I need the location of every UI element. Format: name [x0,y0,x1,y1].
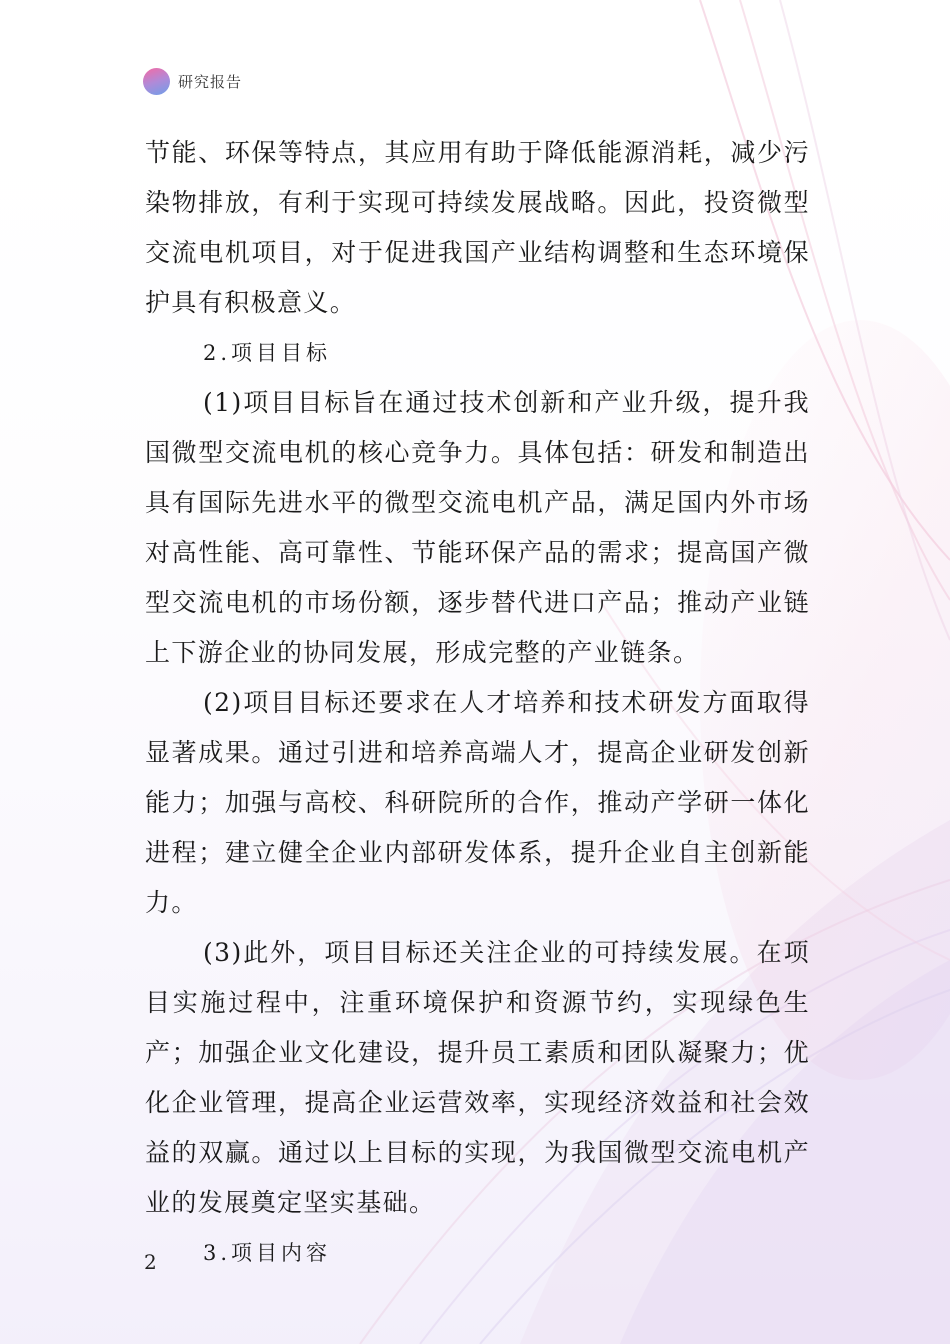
document-header [143,67,242,95]
section-heading: 3.项目内容 [203,1241,332,1265]
paragraph: (3)此外，项目目标还关注企业的可持续发展。在项目实施过程中，注重环境保护和资源节约，实现绿色生产；加强企业文化建设，提升员工素质和团队凝聚力；优化企业管理，提高企业运营效率，实现经济效益和社会效益的双赢。通过以上目标的实现，为我国微型交流电机产业的发展奠定坚实基础。 [145,938,810,1217]
paragraph: (1)项目目标旨在通过技术创新和产业升级，提升我国微型交流电机的核心竞争力。具体包括：研发和制造出具有国际先进水平的微型交流电机产品，满足国内外市场对高性能、高可靠性、节能环保产品的需求；提高国产微型交流电机的市场份额，逐步替代进口产品；推动产业链上下游企业的协同发展，形成完整的产业链条。 [145,388,810,667]
header-title: 研究报告 [178,72,243,91]
section-heading: 2.项目目标 [203,341,332,365]
brand-logo-circle [143,68,170,95]
paragraph: (2)项目目标还要求在人才培养和技术研发方面取得显著成果。通过引进和培养高端人才，提高企业研发创新能力；加强与高校、科研院所的合作，推动产学研一体化进程；建立健全企业内部研发体系，提升企业自主创新能力。 [145,688,810,917]
page-number: 2 [144,1250,157,1274]
paragraph: 节能、环保等特点，其应用有助于降低能源消耗，减少污染物排放，有利于实现可持续发展战略。因此，投资微型交流电机项目，对于促进我国产业结构调整和生态环境保护具有积极意义。 [145,138,810,317]
document-body [145,128,810,1278]
